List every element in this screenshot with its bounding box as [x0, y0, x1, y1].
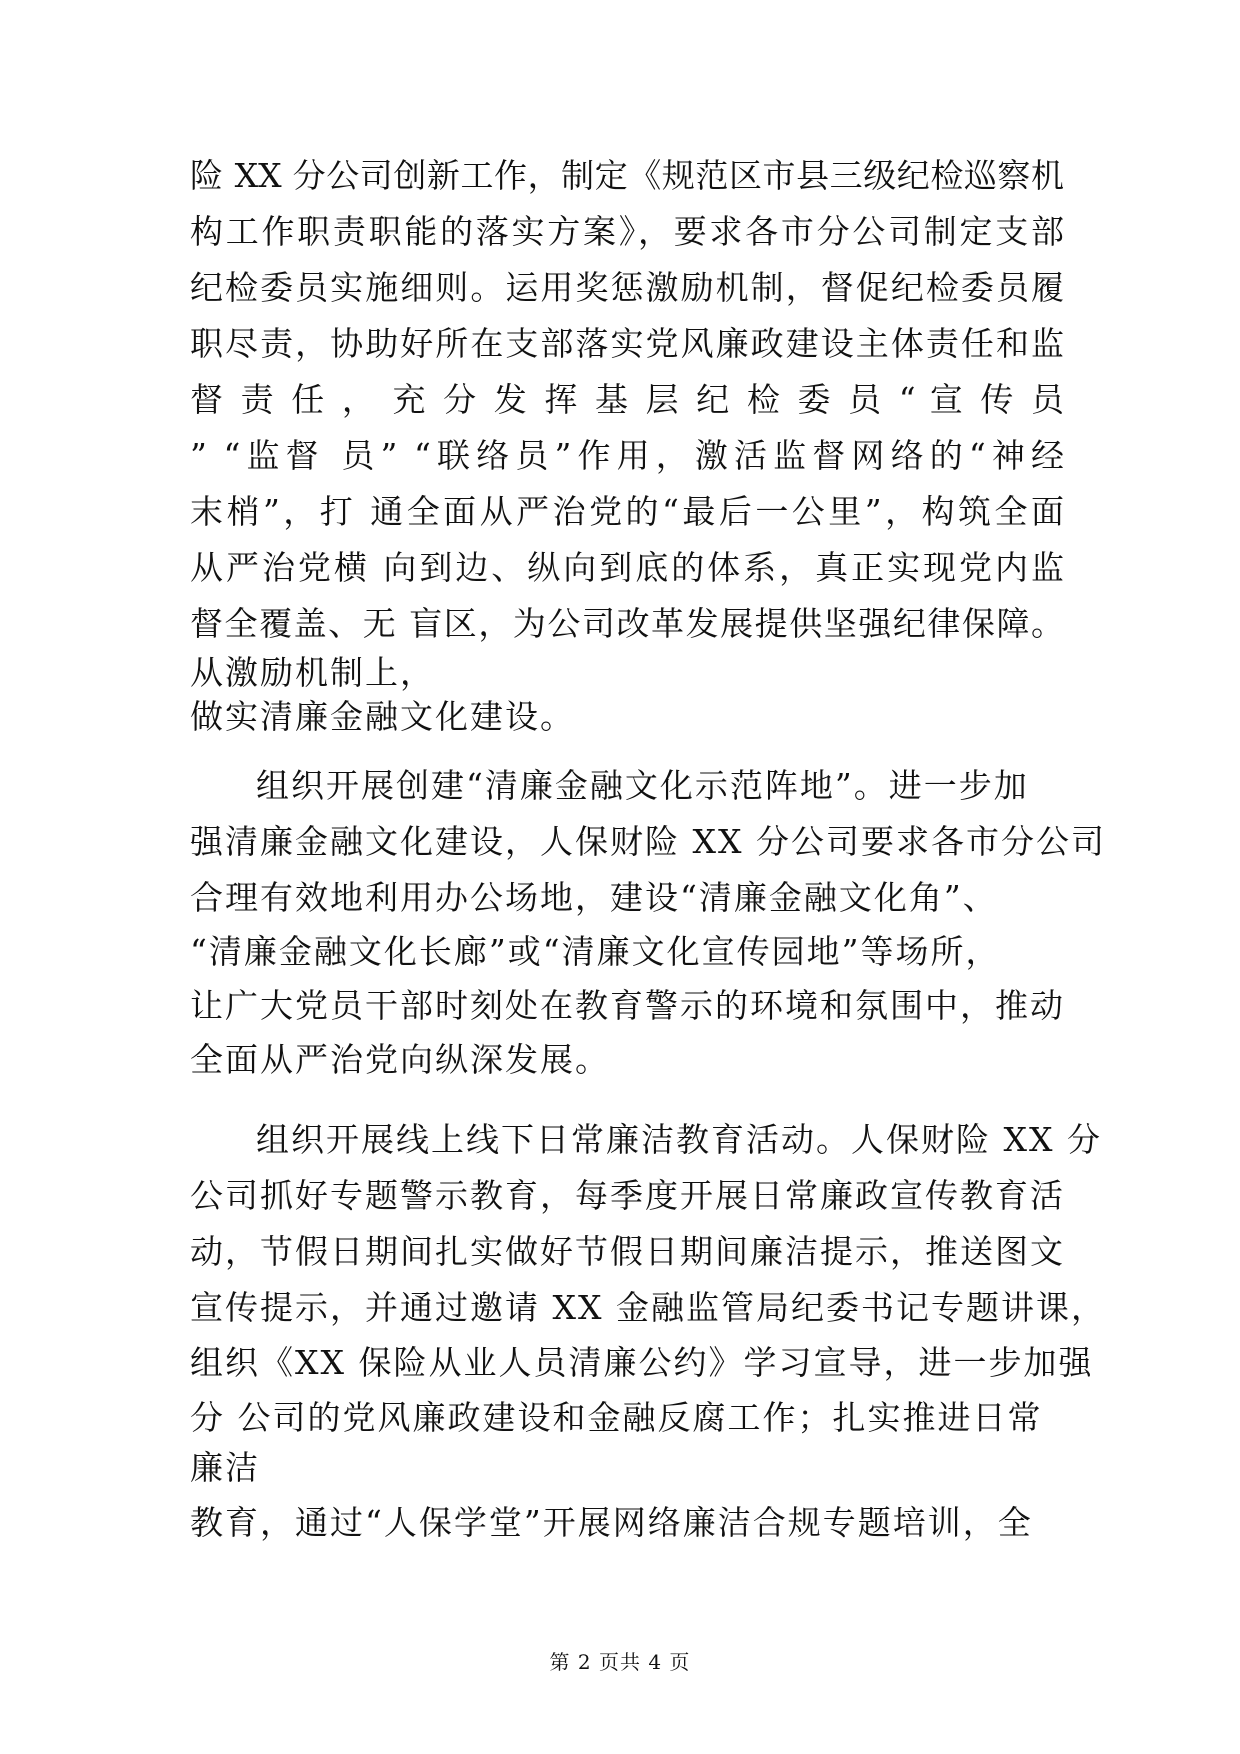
paragraph-3-line-5: 组织《XX 保险从业人员清廉公约》学习宣导，进一步加强 — [190, 1343, 1094, 1382]
paragraph-3-line-2: 公司抓好专题警示教育，每季度开展日常廉政宣传教育活 — [190, 1176, 1065, 1215]
paragraph-1-line-11: 做实清廉金融文化建设。 — [190, 697, 575, 736]
page-number-footer: 第 2 页共 4 页 — [549, 1650, 691, 1674]
paragraph-1-line-10: 从激励机制上， — [190, 653, 435, 692]
paragraph-3-line-4: 宣传提示，并通过邀请 XX 金融监管局纪委书记专题讲课， — [190, 1288, 1106, 1327]
paragraph-1-line-1: 险 XX 分公司创新工作，制定《规范区市县三级纪检巡察机 — [190, 156, 1064, 195]
paragraph-2-line-6: 全面从严治党向纵深发展。 — [190, 1040, 610, 1079]
paragraph-3-line-1: 组织开展线上线下日常廉洁教育活动。人保财险 XX 分 — [256, 1120, 1102, 1159]
paragraph-3-line-7: 廉洁 — [190, 1448, 260, 1487]
paragraph-1-line-8: 从严治党横 向到边、纵向到底的体系，真正实现党内监 — [190, 548, 1064, 587]
paragraph-1-line-7: 末梢”，打 通全面从严治党的“最后一公里”，构筑全面 — [190, 492, 1064, 531]
paragraph-2-line-5: 让广大党员干部时刻处在教育警示的环境和氛围中，推动 — [190, 986, 1065, 1025]
paragraph-1-line-6: ” “监督 员” “联络员”作用，激活监督网络的“神经 — [190, 436, 1064, 475]
paragraph-3-line-8: 教育，通过“人保学堂”开展网络廉洁合规专题培训，全 — [190, 1503, 1033, 1542]
paragraph-2-line-4: “清廉金融文化长廊”或“清廉文化宣传园地”等场所， — [190, 932, 1001, 971]
paragraph-2-line-2: 强清廉金融文化建设，人保财险 XX 分公司要求各市分公司 — [190, 822, 1106, 861]
paragraph-1-line-5: 督 责 任 ， 充 分 发 挥 基 层 纪 检 委 员 “ 宣 传 员 — [190, 380, 1064, 419]
paragraph-1-line-4: 职尽责，协助好所在支部落实党风廉政建设主体责任和监 — [190, 324, 1064, 363]
paragraph-1-line-9: 督全覆盖、无 盲区，为公司改革发展提供坚强纪律保障。 — [190, 604, 1064, 643]
paragraph-3-line-6: 分 公司的党风廉政建设和金融反腐工作；扎实推进日常 — [190, 1398, 1043, 1437]
paragraph-2-line-3: 合理有效地利用办公场地，建设“清廉金融文化角”、 — [190, 878, 998, 917]
paragraph-1-line-2: 构工作职责职能的落实方案》，要求各市分公司制定支部 — [190, 212, 1064, 251]
paragraph-1-line-3: 纪检委员实施细则。运用奖惩激励机制，督促纪检委员履 — [190, 268, 1064, 307]
paragraph-2-line-1: 组织开展创建“清廉金融文化示范阵地”。进一步加 — [256, 766, 1029, 805]
paragraph-3-line-3: 动，节假日期间扎实做好节假日期间廉洁提示，推送图文 — [190, 1232, 1065, 1271]
